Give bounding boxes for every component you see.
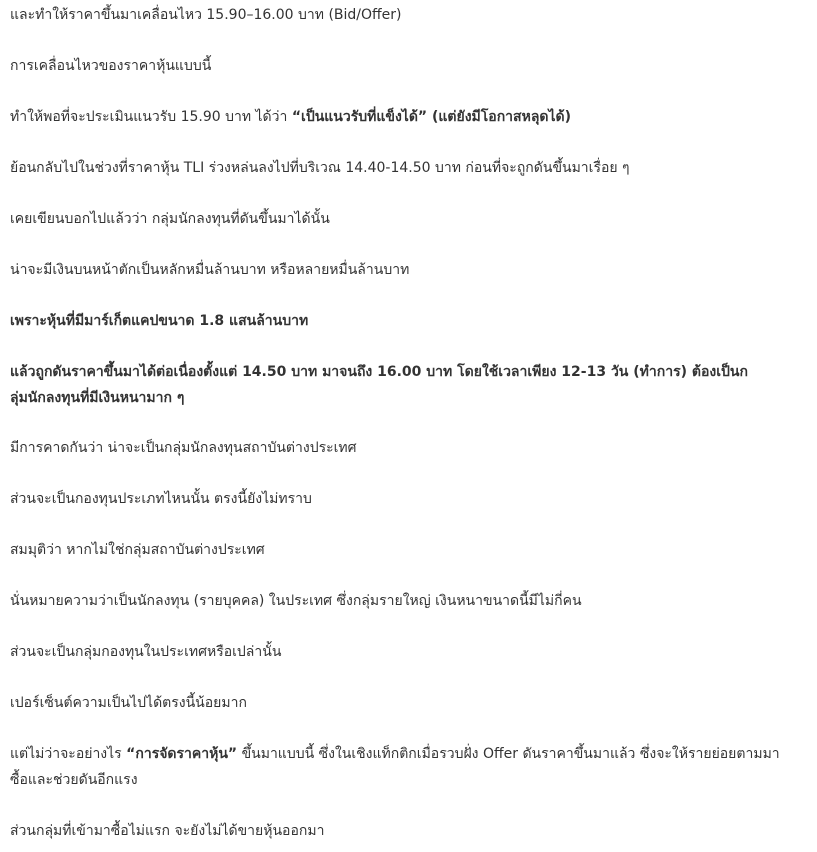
paragraph: เปอร์เซ็นต์ความเป็นไปได้ตรงนี้น้อยมาก: [10, 695, 247, 711]
paragraph: ย้อนกลับไปในช่วงที่ราคาหุ้น TLI ร่วงหล่นลงไปที่บริเวณ 14.40-14.50 บาท ก่อนที่จะถูกดันขึ้นมาเรื่อย ๆ: [10, 160, 630, 176]
paragraph: [10, 104, 800, 130]
paragraph-emphasis: “การจัดราคาหุ้น”: [126, 746, 238, 762]
paragraph-bold: เพราะหุ้นที่มีมาร์เก็ตแคปขนาด 1.8 แสนล้านบาท: [10, 313, 309, 329]
paragraph-text: แต่ไม่ว่าจะอย่างไร: [10, 746, 127, 762]
paragraph: นั่นหมายความว่าเป็นนักลงทุน (รายบุคคล) ในประเทศ ซึ่งกลุ่มรายใหญ่ เงินหนาขนาดนี้มีไม่กี่คน: [10, 593, 582, 609]
paragraph-emphasis: “เป็นแนวรับที่แข็งได้” (แต่ยังมีโอกาสหลุดได้): [291, 109, 572, 125]
paragraph-text: ทำให้พอที่จะประเมินแนวรับ 15.90 บาท ได้ว่า: [10, 109, 292, 125]
paragraph: น่าจะมีเงินบนหน้าตักเป็นหลักหมื่นล้านบาท หรือหลายหมื่นล้านบาท: [10, 262, 410, 278]
paragraph-line: แล้วถูกดันราคาขึ้นมาได้ต่อเนื่องตั้งแต่ 14.50 บาท มาจนถึง 16.00 บาท โดยใช้เวลาเพียง 12-13 วัน (ทำการ) ต้องเป็นก: [10, 364, 748, 380]
paragraph-bold: [10, 359, 800, 411]
paragraph: [10, 741, 800, 793]
paragraph-line: ซื้อและช่วยดันอีกแรง: [10, 772, 138, 788]
paragraph-text: ขึ้นมาแบบนี้ ซึ่งในเชิงแท็กติกเมื่อรวบฝั่ง Offer ดันราคาขึ้นมาแล้ว ซึ่งจะให้รายย่อยตามมา: [237, 746, 780, 762]
paragraph: การเคลื่อนไหวของราคาหุ้นแบบนี้: [10, 58, 212, 74]
paragraph: ส่วนจะเป็นกลุ่มกองทุนในประเทศหรือเปล่านั้น: [10, 644, 282, 660]
paragraph-line: ลุ่มนักลงทุนที่มีเงินหนามาก ๆ: [10, 390, 185, 406]
paragraph: ส่วนจะเป็นกองทุนประเภทไหนนั้น ตรงนี้ยังไม่ทราบ: [10, 491, 312, 507]
paragraph: และทำให้ราคาขึ้นมาเคลื่อนไหว 15.90–16.00 บาท (Bid/Offer): [10, 7, 402, 23]
paragraph: มีการคาดกันว่า น่าจะเป็นกลุ่มนักลงทุนสถาบันต่างประเทศ: [10, 440, 357, 456]
paragraph: เคยเขียนบอกไปแล้วว่า กลุ่มนักลงทุนที่ดันขึ้นมาได้นั้น: [10, 211, 330, 227]
paragraph-line: [10, 741, 800, 767]
paragraph: ส่วนกลุ่มที่เข้ามาซื้อไม่แรก จะยังไม่ได้ขายหุ้นออกมา: [10, 823, 325, 839]
paragraph: สมมุติว่า หากไม่ใช่กลุ่มสถาบันต่างประเทศ: [10, 542, 265, 558]
